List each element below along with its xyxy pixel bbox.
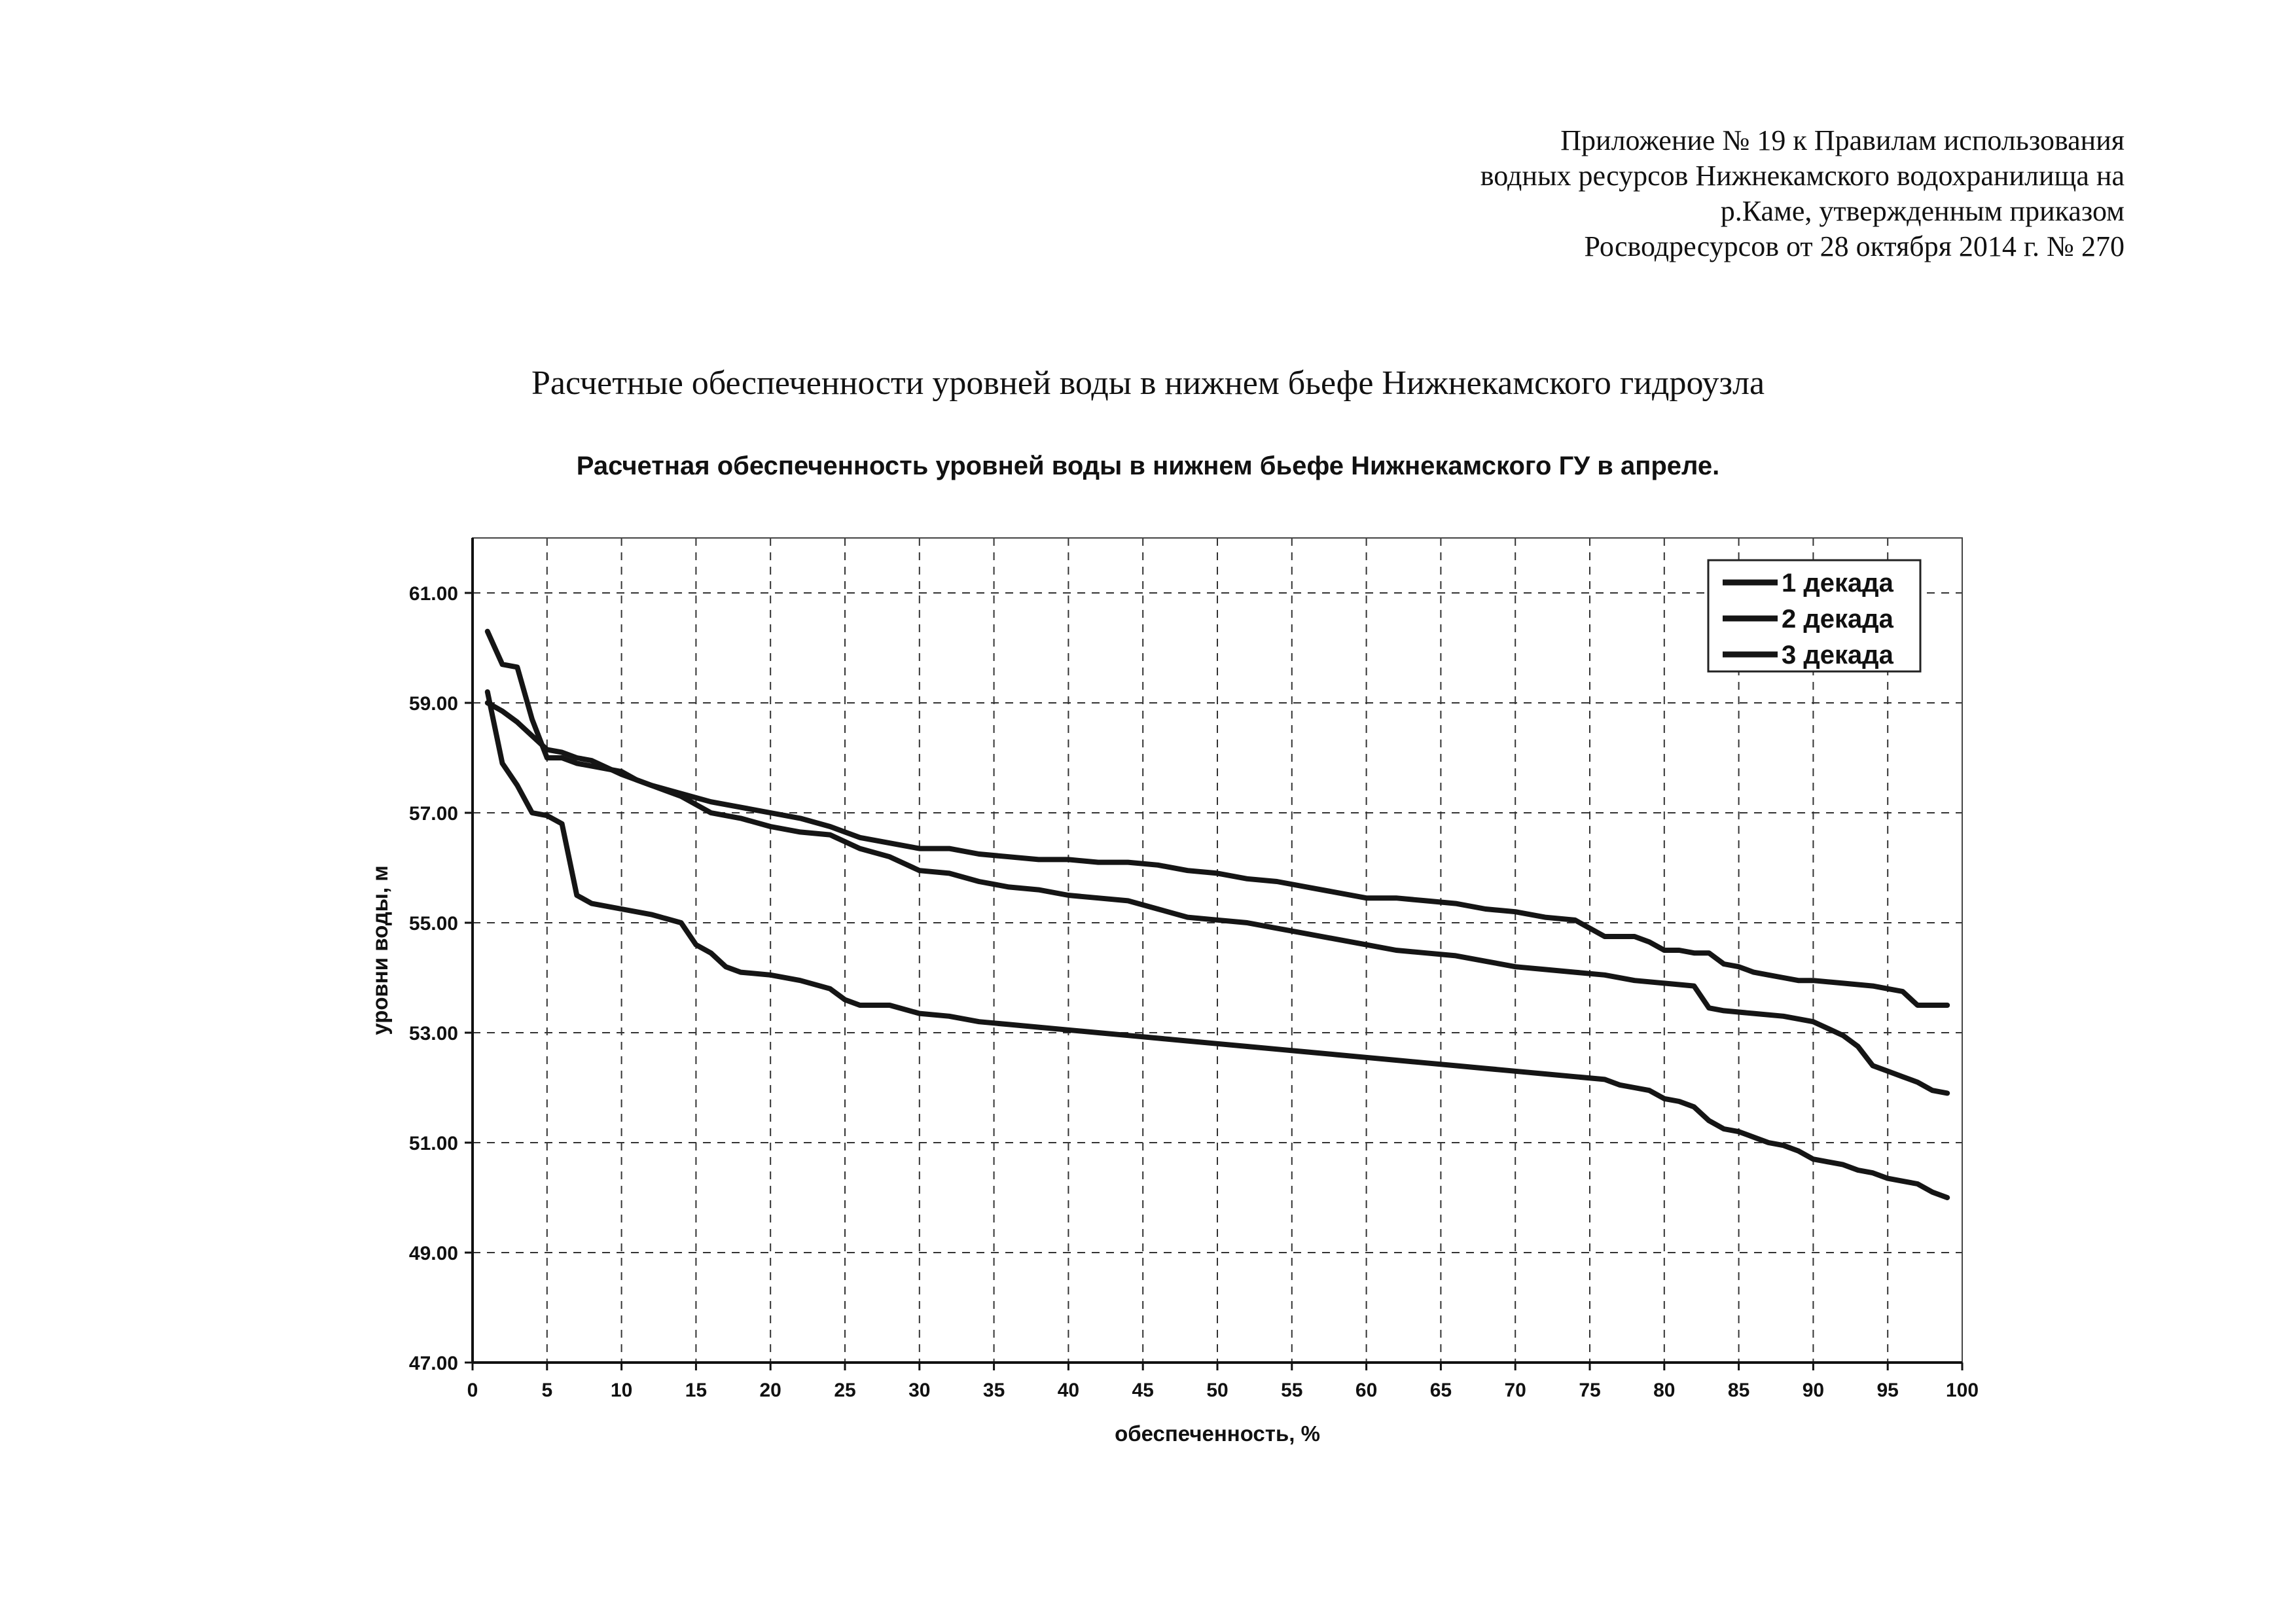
y-tick-label: 49.00 (408, 1243, 458, 1264)
x-tick-label: 15 (685, 1380, 708, 1401)
legend-label: 1 декада (1782, 569, 1893, 597)
header-line: водных ресурсов Нижнекамского водохранилища на (1480, 160, 2125, 192)
x-axis-title: обеспеченность, % (1115, 1421, 1320, 1446)
header-line: Приложение № 19 к Правилам использования (1560, 124, 2125, 156)
x-tick-label: 55 (1281, 1380, 1303, 1401)
x-tick-label: 0 (467, 1380, 478, 1401)
x-tick-label: 40 (1057, 1380, 1080, 1401)
x-tick-label: 65 (1429, 1380, 1452, 1401)
x-tick-label: 30 (908, 1380, 931, 1401)
y-tick-label: 51.00 (408, 1133, 458, 1154)
chart-title: Расчетная обеспеченность уровней воды в нижнем бьефе Нижнекамского ГУ в апреле. (576, 452, 1720, 480)
x-tick-label: 90 (1802, 1380, 1825, 1401)
x-tick-label: 75 (1579, 1380, 1601, 1401)
y-tick-label: 57.00 (408, 803, 458, 825)
y-tick-label: 47.00 (408, 1353, 458, 1374)
x-tick-label: 45 (1132, 1380, 1154, 1401)
x-tick-label: 70 (1504, 1380, 1526, 1401)
x-tick-label: 5 (541, 1380, 553, 1401)
y-axis-title: уровни воды, м (368, 865, 392, 1035)
x-tick-label: 85 (1727, 1380, 1750, 1401)
y-tick-label: 55.00 (408, 913, 458, 935)
x-tick-label: 100 (1945, 1380, 1979, 1401)
x-tick-label: 80 (1653, 1380, 1676, 1401)
document-title: Расчетные обеспеченности уровней воды в нижнем бьефе Нижнекамского гидроузла (531, 365, 1765, 402)
legend (1708, 560, 1920, 671)
x-tick-label: 20 (759, 1380, 781, 1401)
x-tick-label: 10 (610, 1380, 633, 1401)
x-tick-label: 35 (982, 1380, 1005, 1401)
legend-label: 2 декада (1782, 605, 1893, 633)
legend-label: 3 декада (1782, 641, 1893, 669)
y-tick-label: 59.00 (408, 693, 458, 715)
x-tick-label: 95 (1876, 1380, 1899, 1401)
x-tick-label: 25 (834, 1380, 856, 1401)
y-tick-label: 61.00 (408, 583, 458, 605)
y-tick-label: 53.00 (408, 1023, 458, 1044)
axis-labels (368, 865, 1320, 1446)
header-line: р.Каме, утвержденным приказом (1720, 195, 2125, 227)
header-line: Росводресурсов от 28 октября 2014 г. № 270 (1584, 230, 2125, 262)
x-tick-label: 60 (1355, 1380, 1378, 1401)
x-tick-label: 50 (1206, 1380, 1229, 1401)
